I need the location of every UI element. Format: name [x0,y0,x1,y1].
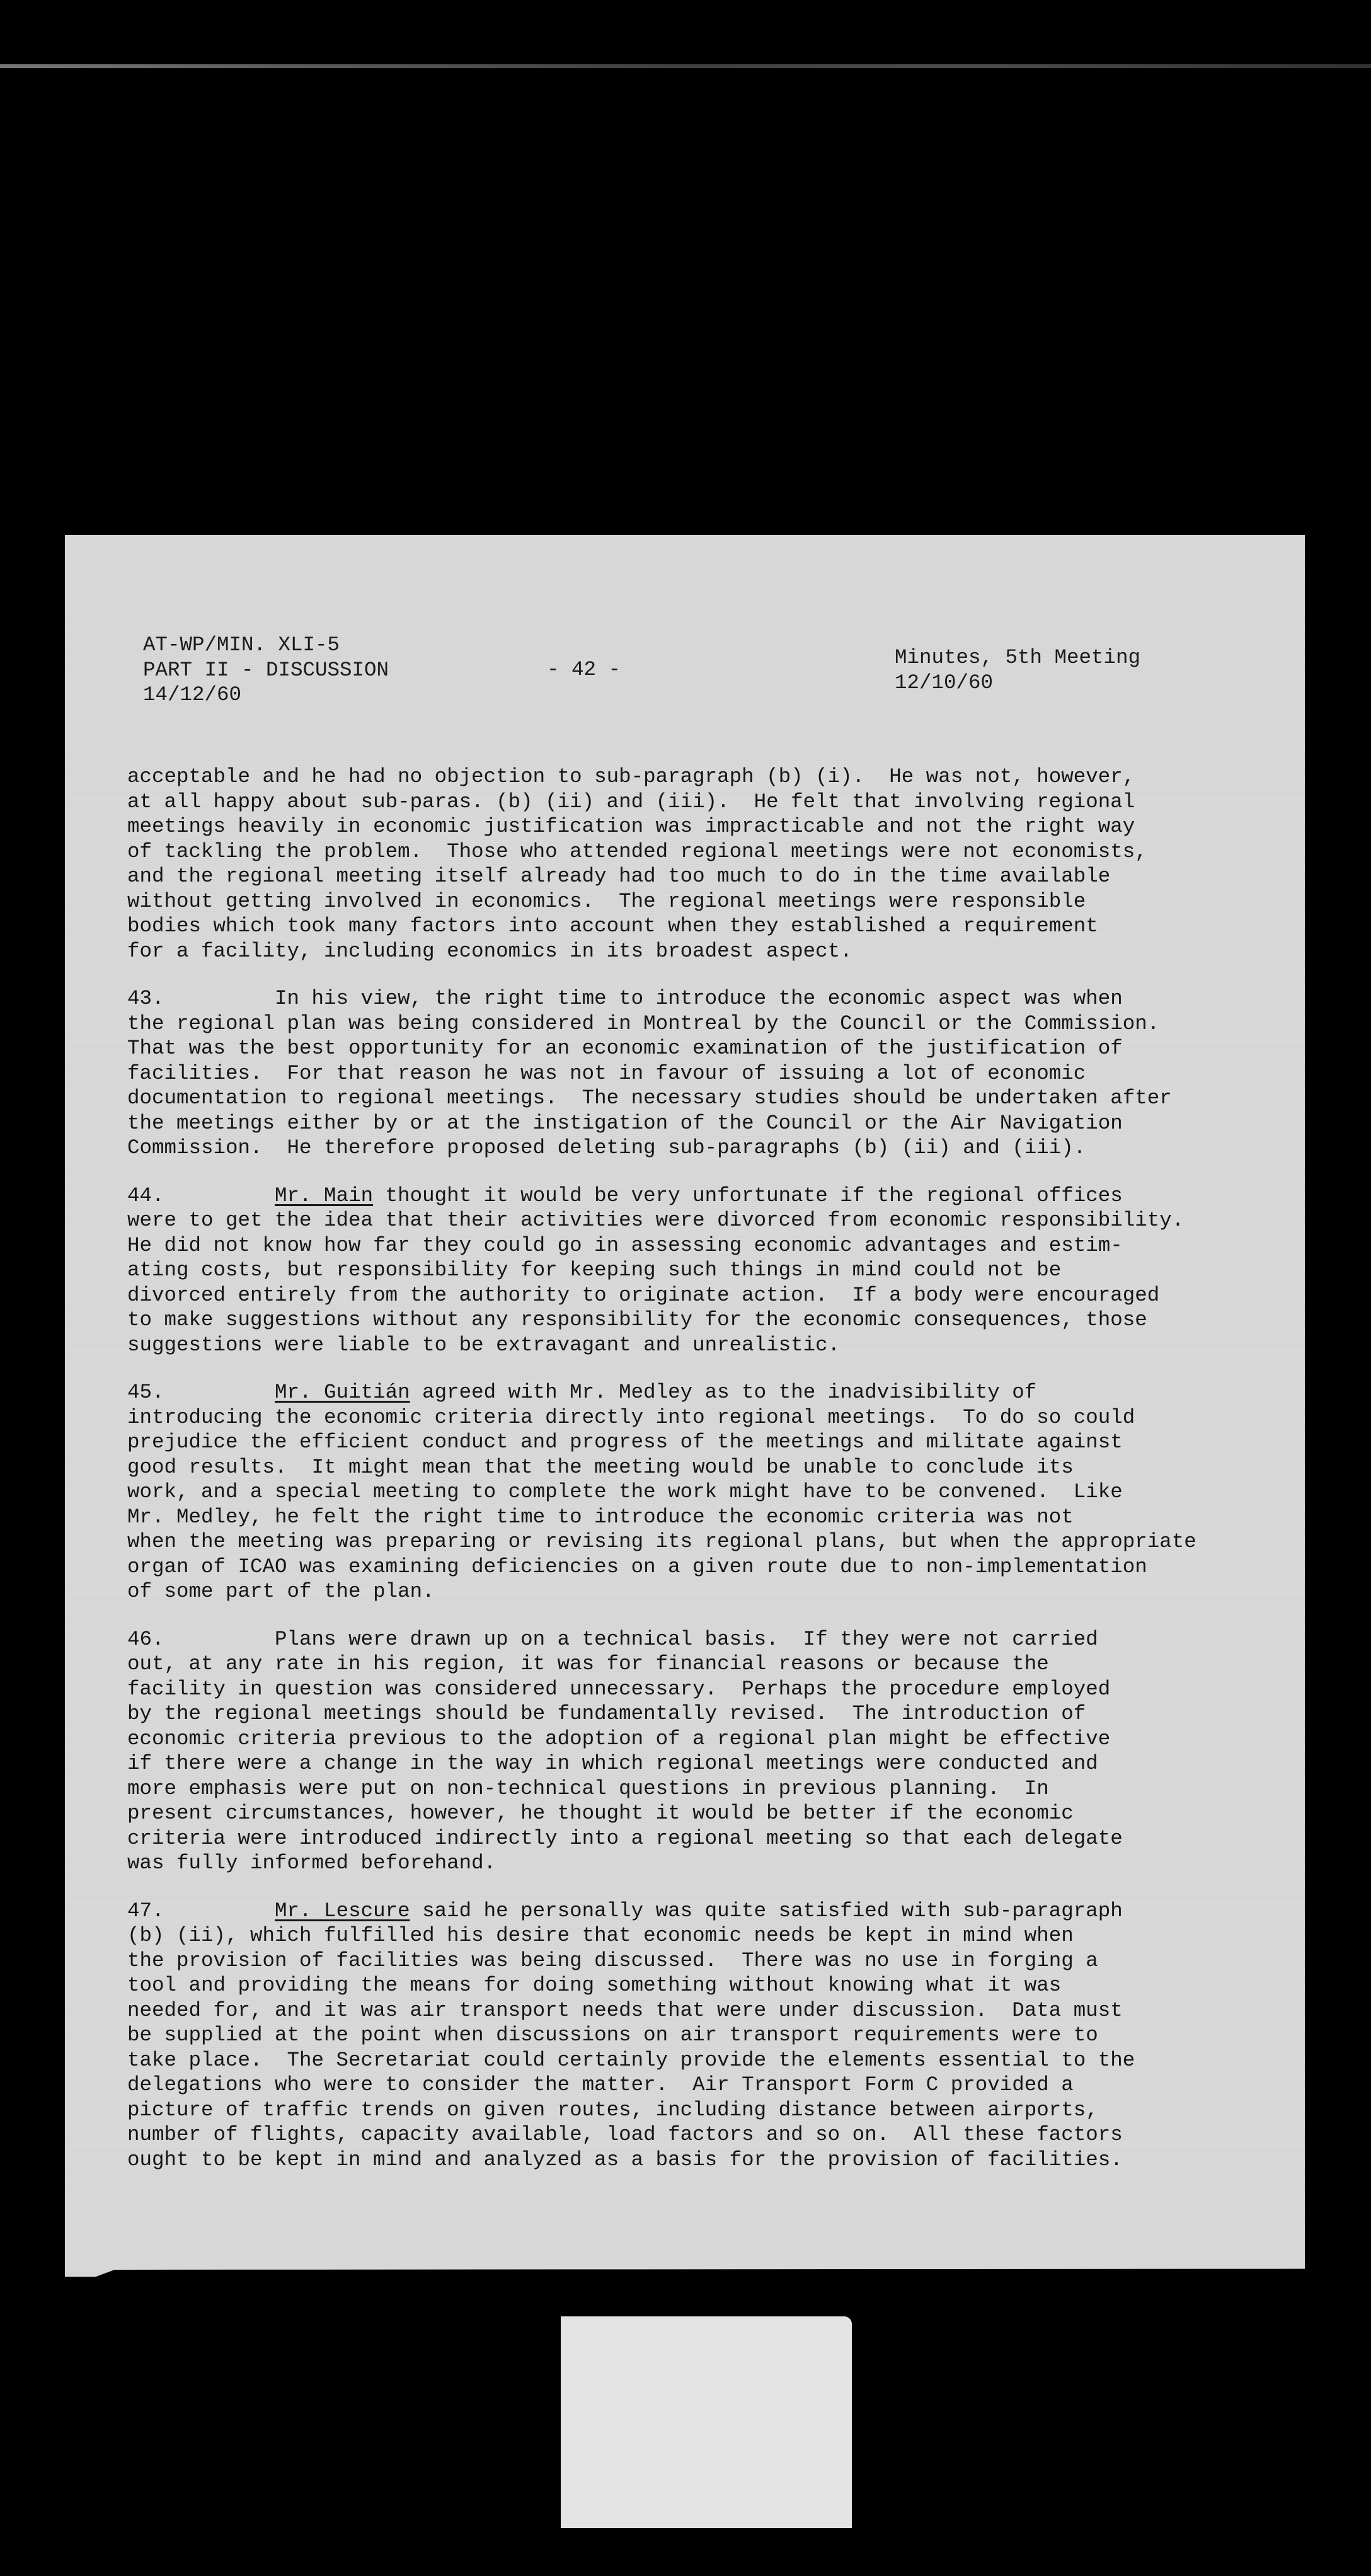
paragraph-first-line [127,1627,1287,1652]
text-line: meetings heavily in economic justification was impracticable and not the right way [127,815,1135,838]
document-body [127,764,1287,2172]
text-line: delegations who were to consider the matter. Air Transport Form C provided a [127,2073,1074,2096]
meeting-date: 12/10/60 [895,670,994,694]
scan-artifact-streak [0,64,1371,68]
text-line: take place. The Secretariat could certainly provide the elements essential to the [127,2048,1135,2072]
paragraph-first-line-text: thought it would be very unfortunate if the regional offices [373,1183,1123,1207]
text-line: (b) (ii), which fulfilled his desire that economic needs be kept in mind when [127,1924,1074,1947]
paragraph-number: 45. [127,1381,164,1404]
paragraph-44 [127,1183,1287,1358]
text-line: for a facility, including economics in its broadest aspect. [127,939,852,963]
text-line: picture of traffic trends on given routes, including distance between airports, [127,2098,1098,2122]
text-line: suggestions were liable to be extravagant and unrealistic. [127,1333,840,1357]
text-line: out, at any rate in his region, it was for financial reasons or because the [127,1652,1049,1676]
paragraph-46 [127,1627,1287,1876]
document-content [127,633,1287,2172]
text-line: divorced entirely from the authority to originate action. If a body were encouraged [127,1283,1160,1307]
text-line: introducing the economic criteria directly into regional meetings. To do so could [127,1405,1135,1429]
text-line: facilities. For that reason he was not in favour of issuing a lot of economic [127,1061,1086,1085]
text-line: be supplied at the point when discussions on air transport requirements were to [127,2023,1098,2047]
document-issue-date: 14/12/60 [143,683,242,706]
meeting-info-block [895,633,1140,695]
text-line: and the regional meeting itself already had too much to do in the time available [127,865,1111,888]
text-line: prejudice the efficient conduct and progress of the meetings and militate against [127,1430,1123,1454]
text-line: bodies which took many factors into account when they established a requirement [127,914,1098,938]
text-line: That was the best opportunity for an economic examination of the justification of [127,1037,1123,1060]
text-line: of tackling the problem. Those who attended regional meetings were not economists, [127,839,1147,863]
paragraph-45 [127,1380,1287,1604]
text-line: ought to be kept in mind and analyzed as a basis for the provision of facilities. [127,2148,1123,2171]
text-line: at all happy about sub-paras. (b) (ii) and (iii). He felt that involving regional [127,790,1135,814]
text-line: more emphasis were put on non-technical questions in previous planning. In [127,1776,1049,1800]
text-line: Mr. Medley, he felt the right time to introduce the economic criteria was not [127,1505,1074,1529]
meeting-title: Minutes, 5th Meeting [895,646,1141,669]
text-line: was fully informed beforehand. [127,1851,496,1875]
paragraph-first-line [127,1899,1287,1924]
speaker-name: Mr. Guitián [275,1381,410,1404]
paragraph-first-line-text: said he personally was quite satisfied with sub-paragraph [410,1899,1123,1923]
document-header [127,633,1287,708]
paragraph-43 [127,986,1287,1161]
text-line: He did not know how far they could go in assessing economic advantages and estim- [127,1233,1123,1257]
speaker-name: Mr. Lescure [275,1899,410,1923]
text-line: the meetings either by or at the instigation of the Council or the Air Navigation [127,1111,1123,1135]
text-line: present circumstances, however, he thought it would be better if the economic [127,1802,1074,1825]
paragraph-number: 46. [127,1627,164,1651]
paragraph-number: 43. [127,987,164,1010]
text-line: when the meeting was preparing or revising its regional plans, but when the appropriate [127,1530,1196,1553]
text-line: organ of ICAO was examining deficiencies on a given route due to non-implementation [127,1555,1147,1578]
text-line: without getting involved in economics. The regional meetings were responsible [127,889,1086,913]
paragraph-first-line [127,1183,1287,1209]
document-part: PART II - DISCUSSION [143,658,389,682]
text-line: good results. It might mean that the meeting would be unable to conclude its [127,1455,1074,1479]
document-reference: AT-WP/MIN. XLI-5 [143,633,340,657]
text-line: if there were a change in the way in which regional meetings were conducted and [127,1752,1098,1775]
paragraph-first-line-text: Plans were drawn up on a technical basis. If they were not carried [275,1627,1098,1651]
text-line: were to get the idea that their activities were divorced from economic responsibility. [127,1209,1185,1232]
page-number: - 42 - [547,658,621,681]
text-line: needed for, and it was air transport needs that were under discussion. Data must [127,1998,1123,2022]
text-line: facility in question was considered unnecessary. Perhaps the procedure employed [127,1677,1111,1701]
text-line: documentation to regional meetings. The necessary studies should be undertaken after [127,1086,1172,1110]
text-line: acceptable and he had no objection to sub-paragraph (b) (i). He was not, however, [127,765,1135,788]
page-number-block [547,633,895,682]
text-line: number of flights, capacity available, load factors and so on. All these factors [127,2123,1123,2146]
paragraph-first-line [127,986,1287,1011]
text-line: the regional plan was being considered in Montreal by the Council or the Commission. [127,1011,1160,1035]
paragraph-number: 47. [127,1899,164,1923]
text-line: work, and a special meeting to complete the work might have to be convened. Like [127,1480,1123,1504]
paragraph-first-line [127,1380,1287,1405]
text-line: criteria were introduced indirectly into a regional meeting so that each delegate [127,1826,1123,1850]
text-line: tool and providing the means for doing something without knowing what it was [127,1974,1062,1997]
speaker-name: Mr. Main [275,1183,374,1207]
text-line: economic criteria previous to the adoption of a regional plan might be effective [127,1727,1111,1751]
microfilm-target-card [561,2316,852,2528]
text-line: by the regional meetings should be fundamentally revised. The introduction of [127,1702,1086,1725]
paragraph-first-line-text: In his view, the right time to introduce the economic aspect was when [275,987,1123,1010]
paragraph-number: 44. [127,1183,164,1207]
paragraph-continuation [127,764,1287,963]
text-line: ating costs, but responsibility for keeping such things in mind could not be [127,1258,1062,1282]
text-line: the provision of facilities was being discussed. There was no use in forging a [127,1948,1098,1972]
paragraph-47 [127,1899,1287,2173]
text-line: of some part of the plan. [127,1580,435,1603]
document-reference-block [127,633,547,708]
text-line: Commission. He therefore proposed deleting sub-paragraphs (b) (ii) and (iii). [127,1136,1086,1159]
text-line: to make suggestions without any responsibility for the economic consequences, those [127,1308,1147,1331]
paragraph-first-line-text: agreed with Mr. Medley as to the inadvisibility of [410,1381,1037,1404]
